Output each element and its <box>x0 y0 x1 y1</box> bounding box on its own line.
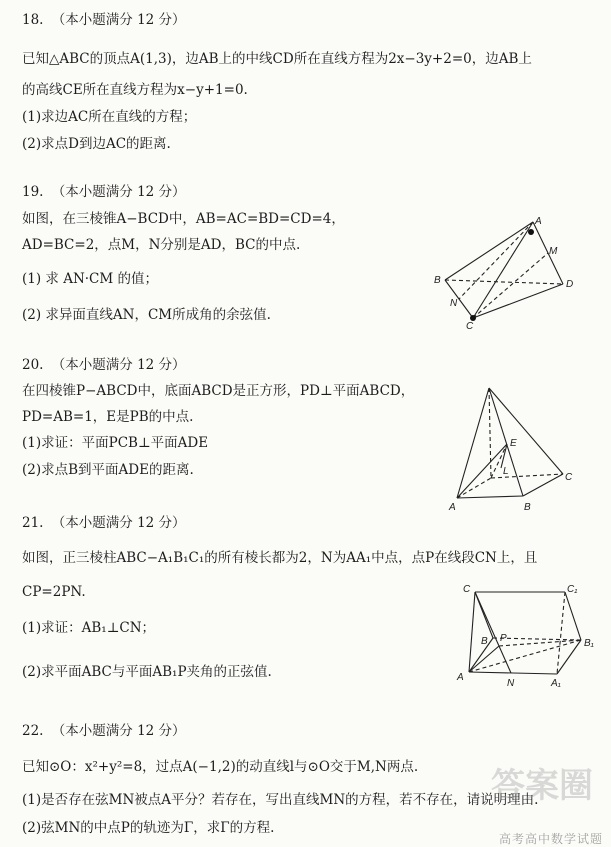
edge-c1b1 <box>565 592 581 640</box>
q19-number: 19. <box>22 184 44 200</box>
q21-number: 21. <box>22 515 44 531</box>
edge-pb <box>489 388 523 496</box>
edge-cd <box>473 284 563 318</box>
q18-points: （本小题满分 12 分） <box>51 12 186 28</box>
q21-heading <box>22 514 186 532</box>
segment-an <box>459 222 533 299</box>
label-b: B <box>434 275 441 286</box>
q20-pyramid-figure <box>447 382 587 514</box>
q22-number: 22. <box>22 723 44 739</box>
q22-part-2: (2)弦MN的中点P的轨迹为Γ，求Γ的方程. <box>22 820 275 836</box>
q19-points: （本小题满分 12 分） <box>51 184 186 200</box>
q20-points: （本小题满分 12 分） <box>51 357 186 373</box>
q21-points: （本小题满分 12 分） <box>51 515 186 531</box>
q18-part-1: (1)求边AC所在直线的方程； <box>22 109 197 125</box>
edge-pc <box>489 388 563 474</box>
segment-pb1 <box>499 640 581 646</box>
edge-b1a1 <box>557 640 581 674</box>
label-p: P <box>500 633 507 644</box>
edge-dc-hidden <box>491 474 563 478</box>
q19-stem-2: AD=BC=2，点M，N分别是AD，BC的中点. <box>22 237 301 253</box>
q19-heading <box>22 183 186 201</box>
label-a: A <box>457 672 464 683</box>
q20-stem-1: 在四棱锥P−ABCD中，底面ABCD是正方形，PD⊥平面ABCD， <box>22 383 415 399</box>
q20-heading <box>22 356 186 374</box>
q21-stem-2: CP=2PN. <box>22 584 86 600</box>
q20-part-1: (1)求证：平面PCB⊥平面ADE <box>22 435 209 451</box>
label-e: E <box>510 438 517 449</box>
q18-number: 18. <box>22 12 44 28</box>
label-c: C <box>463 584 471 595</box>
q19-tetrahedron-figure <box>425 210 585 330</box>
q21-stem-1: 如图，正三棱柱ABC−A₁B₁C₁的所有棱长都为2，N为AA₁中点，点P在线段CN上，且 <box>22 550 538 566</box>
segment-cm <box>473 253 548 318</box>
q19-stem-1: 如图，在三棱锥A−BCD中，AB=AC=BD=CD=4， <box>22 211 345 227</box>
q21-part-1: (1)求证：AB₁⊥CN； <box>22 620 156 636</box>
q21-part-2: (2)求平面ABC与平面AB₁P夹角的正弦值. <box>22 664 272 680</box>
edge-c1a1-hidden <box>557 592 565 674</box>
edge-ac <box>473 222 533 318</box>
q19-part-2: (2) 求异面直线AN，CM所成角的余弦值. <box>22 307 271 323</box>
q21-prism-figure <box>455 580 605 690</box>
q22-part-1: (1)是否存在弦MN被点A平分？若存在，写出直线MN的方程，若不存在，请说明理由. <box>22 792 539 808</box>
label-n: N <box>450 298 458 309</box>
label-b: B <box>524 502 531 513</box>
label-d: D <box>566 279 574 290</box>
q18-part-2: (2)求点D到边AC的距离. <box>22 136 171 152</box>
point-a-dot <box>528 229 534 235</box>
edge-bd-hidden <box>445 280 563 284</box>
label-b1: B₁ <box>584 638 594 649</box>
q18-stem-2: 的高线CE所在直线方程为x−y+1=0. <box>22 82 248 98</box>
q22-stem-1: 已知⊙O：x²+y²=8，过点A(−1,2)的动直线l与⊙O交于M,N两点. <box>22 759 419 775</box>
q20-number: 20. <box>22 357 44 373</box>
watermark-logo: 答案圈 <box>491 766 593 806</box>
label-a: A <box>535 216 542 227</box>
edge-aa1 <box>469 672 557 674</box>
q22-points: （本小题满分 12 分） <box>51 723 186 739</box>
edge-ca <box>469 592 475 672</box>
label-l: L <box>503 466 509 477</box>
q22-heading <box>22 722 186 740</box>
label-m: M <box>549 246 558 257</box>
q18-stem-1: 已知△ABC的顶点A(1,3)，边AB上的中线CD所在直线方程为2x−3y+2=0，边AB上 <box>22 51 532 67</box>
q20-stem-2: PD=AB=1，E是PB的中点. <box>22 409 194 425</box>
edge-ab <box>445 222 533 280</box>
label-a1: A₁ <box>551 678 561 689</box>
watermark-text: 高考高中数学试题 <box>498 832 603 846</box>
q18-heading <box>22 11 186 29</box>
edge-bc <box>523 474 563 496</box>
q20-part-2: (2)求点B到平面ADE的距离. <box>22 462 194 478</box>
label-c: C <box>466 321 474 330</box>
label-c1: C₁ <box>567 584 578 595</box>
label-n: N <box>507 678 515 689</box>
label-c: C <box>565 472 573 483</box>
label-a: A <box>449 502 456 513</box>
label-b: B <box>481 636 488 647</box>
edge-ab <box>457 496 523 498</box>
q19-part-1: (1) 求 AN·CM 的值； <box>22 271 159 287</box>
edge-pd-hidden <box>489 388 491 478</box>
